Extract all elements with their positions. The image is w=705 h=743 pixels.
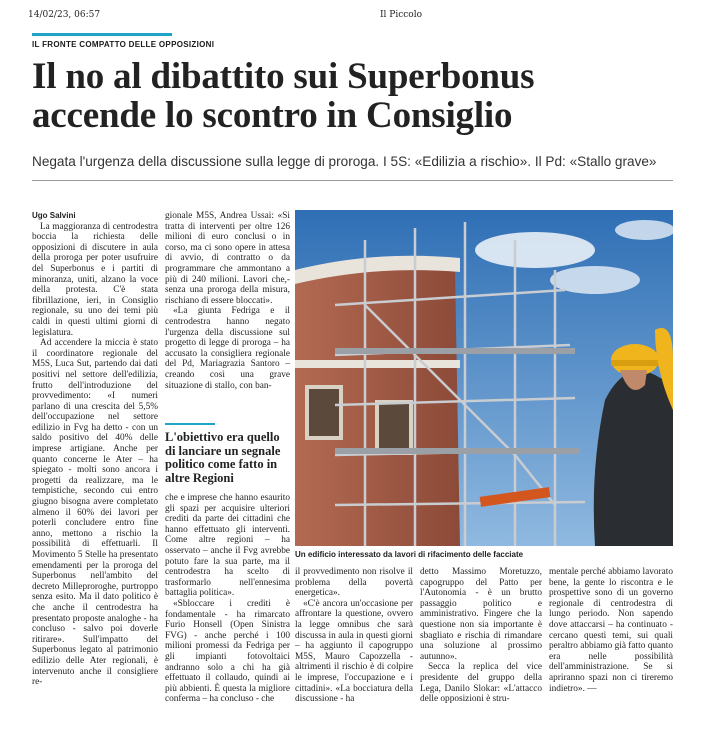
print-date: 14/02/23, 06:57 [28, 10, 101, 20]
text-column-3 [295, 567, 413, 705]
photo-caption: Un edificio interessato da lavori di rifacimento delle facciate [295, 550, 524, 559]
paragraph: Secca la replica del vice presidente del gruppo della Lega, Danilo Slokar: «L'attacco delle opposizioni è stru- [420, 662, 542, 705]
paragraph: il provvedimento non risolve il problema della povertà energetica». [295, 567, 413, 599]
pull-quote-text: L'obiettivo era quello di lanciare un segnale politico come fatto in altre Regioni [165, 430, 281, 485]
paragraph: mentale perché abbiamo lavorato bene, la gente lo riscontra e le prospettive sono di un governo regionale di centrodestra di lungo periodo. Non sapendo dove attaccarsi – ha continuato - cercano questi temi, sui quali peraltro abbiamo già fatto quanto era nelle possibilità dell'amministrazione. Se si apriranno spazi non ci tireremo indietro». — [549, 567, 673, 694]
article [32, 33, 673, 713]
author: Ugo Salvini [32, 211, 76, 220]
headline-line-2: accende lo scontro in Consiglio [32, 95, 513, 136]
paragraph: Ad accendere la miccia è stato il coordinatore regionale del M5S, Luca Sut, partendo dai dati positivi nel settore dell'edilizia, frutto dell'introduzione del provvedimento: «I numeri parlano di una crescita del 5,5% dell'occupazione nel settore edilizio in Fvg ha detto - con un saldo positivo del 40% delle imprese artigiane. Anche per quanto concerne le Ater – ha spiegato - molti sono ancora i progetti da realizzare, ma le tempistiche, secondo cui entro giugno bisogna avere completato almeno il 60% dei lavori per poterli concludere entro fine anno, mettono a rischio la possibilità di effettuarli. Il Movimento 5 Stelle ha presentato emendamenti per la proroga del Superbonus nell'ambito del decreto Milleproroghe, purtroppo senza esito. Ma il dato politico è che anche il centrodestra ha presentato proposte analoghe - ha concluso - salvo poi doverle ritirare». Sull'impatto del Superbonus legato al patrimonio edilizio delle Ater regionali, è intervenuto anche il consigliere re- [32, 338, 158, 688]
pull-quote-rule [165, 423, 215, 425]
paragraph: detto Massimo Moretuzzo, capogruppo del Patto per l'Autonomia - è un brutto passaggio politico e amministrativo. Fingere che la questione non sia importante è sbagliato e rischia di rimandare una soluzione al prossimo autunno». [420, 567, 542, 662]
paragraph: La maggioranza di centrodestra boccia la richiesta delle opposizioni di discutere in aula della proroga per poter usufruire del Superbonus e i partiti di minoranza, uniti, alzano la voce della protesta. C'è stata fibrillazione, ieri, in Consiglio regionale, su uno dei temi più caldi in questi ultimi giorni di legislatura. [32, 221, 158, 338]
pull-quote [165, 423, 290, 485]
subheadline: Negata l'urgenza della discussione sulla legge di proroga. I 5S: «Edilizia a rischio». Il Pd: «Stallo grave» [32, 154, 657, 169]
paragraph: «Sbloccare i crediti è fondamentale - ha rimarcato Furio Honsell (Open Sinistra FVG) - anche perché i 100 milioni promessi da Fedriga per gli impianti fotovoltaici andranno solo a chi ha già effettuato il collaudo, quindi ai più abbienti. È questa la migliore conferma – ha concluso - che [165, 598, 290, 705]
text-column-4 [420, 567, 542, 705]
paragraph: «La giunta Fedriga e il centrodestra hanno negato l'urgenza della discussione sul progetto di legge di proroga – ha accusato la consigliera regionale del Pd, Mariagrazia Santoro – creando così una grave situazione di stallo, con ban- [165, 306, 290, 391]
print-source: Il Piccolo [380, 10, 423, 20]
text-column-2-top [165, 211, 290, 391]
divider [32, 180, 673, 181]
article-photo [295, 210, 673, 546]
kicker: IL FRONTE COMPATTO DELLE OPPOSIZIONI [32, 40, 215, 49]
text-column-2-bottom [165, 493, 290, 705]
paragraph: «C'è ancora un'occasione per affrontare la questione, ovvero la legge omnibus che sarà discussa in aula in questi giorni – ha aggiunto il capogruppo M5S, Mauro Capozzella - altrimenti il rischio è di colpire le imprese, l'occupazione e i cittadini». «La bocciatura della discussione - ha [295, 598, 413, 705]
scaffolding-photo-illustration [295, 210, 673, 546]
headline [32, 57, 673, 135]
kicker-rule [32, 33, 172, 36]
paragraph: gionale M5S, Andrea Ussai: «Si tratta di interventi per oltre 126 milioni di euro conclusi o in corso, ma ci sono opere in attesa di avvio, di contratto o da programmare che ammontano a più di 240 milioni. Lavori che,- senza una proroga della misura, rischiano di essere bloccati». [165, 211, 290, 306]
headline-line-1: Il no al dibattito sui Superbonus [32, 56, 535, 97]
text-column-5 [549, 567, 673, 694]
text-column-1 [32, 211, 158, 688]
paragraph: che e imprese che hanno esaurito gli spazi per acquisire ulteriori crediti da parte dei cittadini che hanno effettuato gli interventi. Come altre regioni – ha osservato – anche il Fvg avrebbe potuto fare la sua parte, ma il centrodestra ha scelto di trasformarlo nell'ennesima battaglia politica». [165, 493, 290, 599]
page-header [28, 10, 677, 24]
